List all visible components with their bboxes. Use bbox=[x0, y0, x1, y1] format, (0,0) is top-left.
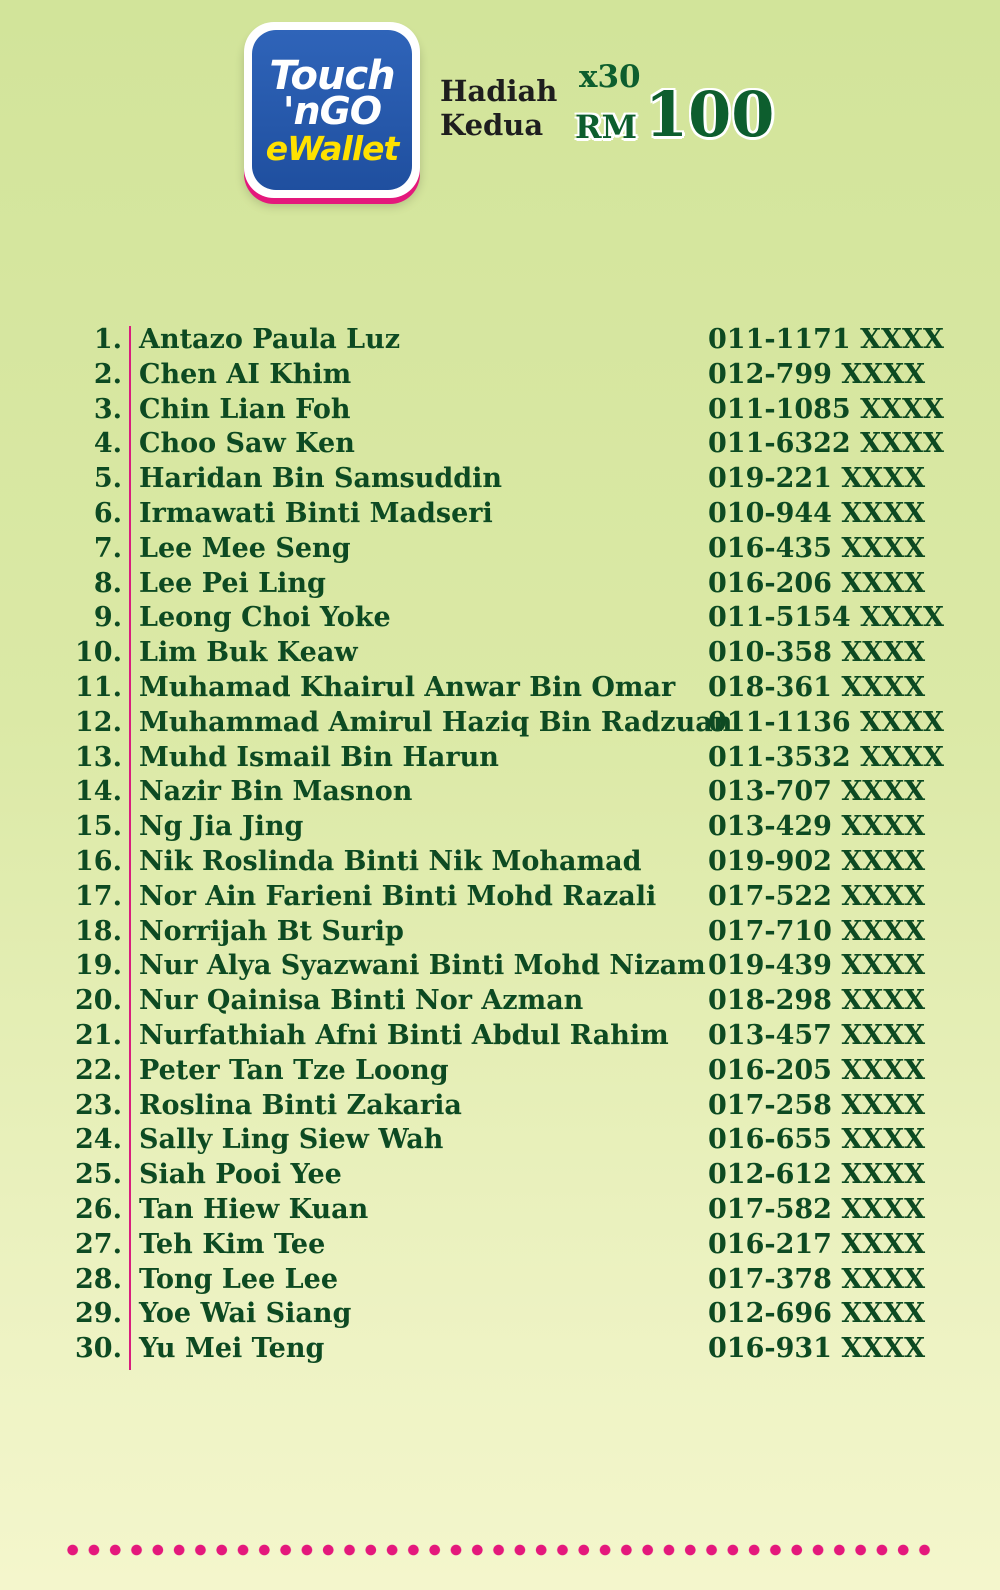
winner-name: Roslina Binti Zakaria bbox=[139, 1089, 462, 1121]
winner-row bbox=[0, 1193, 1000, 1228]
winner-phone: 010-358 XXXX bbox=[708, 637, 926, 669]
winner-number: 23. bbox=[75, 1089, 122, 1121]
dotted-divider bbox=[62, 1544, 936, 1556]
winner-number: 3. bbox=[93, 393, 122, 425]
winner-number: 5. bbox=[93, 463, 122, 495]
winner-row bbox=[0, 1332, 1000, 1367]
winner-number: 8. bbox=[93, 567, 122, 599]
winner-number: 30. bbox=[75, 1333, 122, 1365]
winner-phone: 016-435 XXXX bbox=[708, 532, 926, 564]
winner-number: 12. bbox=[75, 706, 122, 738]
winner-number: 10. bbox=[75, 637, 122, 669]
winner-row bbox=[0, 532, 1000, 567]
prize-title bbox=[440, 74, 557, 142]
winner-number: 13. bbox=[75, 741, 122, 773]
winner-name: Nur Alya Syazwani Binti Mohd Nizam bbox=[139, 950, 706, 982]
winner-phone: 016-217 XXXX bbox=[708, 1228, 926, 1260]
winner-name: Nik Roslinda Binti Nik Mohamad bbox=[139, 845, 642, 877]
winner-number: 4. bbox=[93, 428, 122, 460]
winner-name: Siah Pooi Yee bbox=[139, 1159, 342, 1191]
winner-name: Lim Buk Keaw bbox=[139, 637, 358, 669]
winner-name: Choo Saw Ken bbox=[139, 428, 355, 460]
winner-phone: 016-931 XXXX bbox=[708, 1333, 926, 1365]
winner-name: Yoe Wai Siang bbox=[139, 1298, 352, 1330]
winner-number: 21. bbox=[75, 1019, 122, 1051]
winner-number: 19. bbox=[75, 950, 122, 982]
winner-row bbox=[0, 427, 1000, 462]
winner-name: Muhd Ismail Bin Harun bbox=[139, 741, 499, 773]
winner-phone: 019-439 XXXX bbox=[708, 950, 926, 982]
winner-row bbox=[0, 949, 1000, 984]
winner-number: 17. bbox=[75, 880, 122, 912]
winner-name: Peter Tan Tze Loong bbox=[139, 1054, 449, 1086]
winner-name: Chen AI Khim bbox=[139, 358, 352, 390]
winner-name: Tong Lee Lee bbox=[139, 1263, 338, 1295]
logo-text-touch: Touch bbox=[269, 52, 395, 99]
winner-row bbox=[0, 393, 1000, 428]
prize-amount: 100 bbox=[645, 78, 775, 151]
winner-name: Ng Jia Jing bbox=[139, 811, 304, 843]
winner-name: Teh Kim Tee bbox=[139, 1228, 326, 1260]
winner-name: Muhammad Amirul Haziq Bin Radzuan bbox=[139, 706, 733, 738]
winner-number: 7. bbox=[93, 532, 122, 564]
winner-phone: 016-205 XXXX bbox=[708, 1054, 926, 1086]
winner-name: Chin Lian Foh bbox=[139, 393, 351, 425]
winner-name: Muhamad Khairul Anwar Bin Omar bbox=[139, 671, 676, 703]
winner-number: 29. bbox=[75, 1298, 122, 1330]
winner-phone: 013-457 XXXX bbox=[708, 1019, 926, 1051]
winner-phone: 012-799 XXXX bbox=[708, 358, 926, 390]
winner-number: 11. bbox=[75, 671, 122, 703]
winner-number: 6. bbox=[93, 497, 122, 529]
winner-number: 15. bbox=[75, 811, 122, 843]
winner-number: 18. bbox=[75, 915, 122, 947]
winner-row bbox=[0, 567, 1000, 602]
winner-phone: 017-258 XXXX bbox=[708, 1089, 926, 1121]
winner-phone: 013-707 XXXX bbox=[708, 776, 926, 808]
winner-row bbox=[0, 323, 1000, 358]
winner-number: 28. bbox=[75, 1263, 122, 1295]
winner-row bbox=[0, 601, 1000, 636]
winner-name: Lee Mee Seng bbox=[139, 532, 351, 564]
winner-phone: 016-655 XXXX bbox=[708, 1124, 926, 1156]
winner-number: 14. bbox=[75, 776, 122, 808]
prize-count: x30 bbox=[579, 59, 641, 95]
winner-name: Lee Pei Ling bbox=[139, 567, 326, 599]
winner-row bbox=[0, 1158, 1000, 1193]
winner-row bbox=[0, 358, 1000, 393]
winner-number: 2. bbox=[93, 358, 122, 390]
winner-phone: 018-298 XXXX bbox=[708, 985, 926, 1017]
winner-phone: 017-582 XXXX bbox=[708, 1193, 926, 1225]
prize-title-line1: Hadiah bbox=[440, 74, 558, 108]
winner-row bbox=[0, 1297, 1000, 1332]
winner-row bbox=[0, 741, 1000, 776]
winner-number: 20. bbox=[75, 985, 122, 1017]
winner-name: Antazo Paula Luz bbox=[139, 324, 401, 355]
winner-row bbox=[0, 1089, 1000, 1124]
winner-number: 22. bbox=[75, 1054, 122, 1086]
winner-phone: 011-1171 XXXX bbox=[708, 324, 944, 355]
winner-name: Irmawati Binti Madseri bbox=[139, 497, 493, 529]
winner-phone: 016-206 XXXX bbox=[708, 567, 926, 599]
winner-row bbox=[0, 1123, 1000, 1158]
winner-name: Nur Qainisa Binti Nor Azman bbox=[139, 985, 584, 1017]
logo-text-ewallet: eWallet bbox=[265, 128, 399, 168]
winner-number: 1. bbox=[93, 324, 122, 355]
winner-phone: 018-361 XXXX bbox=[708, 671, 926, 703]
winner-phone: 010-944 XXXX bbox=[708, 497, 926, 529]
winner-name: Nor Ain Farieni Binti Mohd Razali bbox=[139, 880, 657, 912]
winner-row bbox=[0, 1054, 1000, 1089]
winner-name: Norrijah Bt Surip bbox=[139, 915, 404, 947]
winner-name: Yu Mei Teng bbox=[139, 1333, 325, 1365]
prize-currency: RM bbox=[575, 108, 638, 146]
winner-row bbox=[0, 1263, 1000, 1298]
winner-row bbox=[0, 1019, 1000, 1054]
winner-row bbox=[0, 706, 1000, 741]
winner-phone: 017-522 XXXX bbox=[708, 880, 926, 912]
winner-name: Tan Hiew Kuan bbox=[139, 1193, 369, 1225]
winner-number: 27. bbox=[75, 1228, 122, 1260]
winner-row bbox=[0, 462, 1000, 497]
winner-phone: 012-696 XXXX bbox=[708, 1298, 926, 1330]
winner-phone: 019-902 XXXX bbox=[708, 845, 926, 877]
logo-text-ngo: 'nGO bbox=[282, 88, 382, 133]
winner-row bbox=[0, 1228, 1000, 1263]
winner-row bbox=[0, 671, 1000, 706]
winner-phone: 017-710 XXXX bbox=[708, 915, 926, 947]
winner-name: Haridan Bin Samsuddin bbox=[139, 463, 503, 495]
winner-row bbox=[0, 984, 1000, 1019]
winner-row bbox=[0, 845, 1000, 880]
winner-number: 24. bbox=[75, 1124, 122, 1156]
winner-phone: 012-612 XXXX bbox=[708, 1159, 926, 1191]
winner-number: 16. bbox=[75, 845, 122, 877]
winner-row bbox=[0, 810, 1000, 845]
winner-row bbox=[0, 775, 1000, 810]
prize-title-line2: Kedua bbox=[440, 108, 544, 142]
winner-name: Leong Choi Yoke bbox=[139, 602, 391, 634]
winner-phone: 011-1136 XXXX bbox=[708, 706, 944, 738]
winner-phone: 011-6322 XXXX bbox=[708, 428, 944, 460]
winner-row bbox=[0, 497, 1000, 532]
winner-row bbox=[0, 636, 1000, 671]
winner-phone: 013-429 XXXX bbox=[708, 811, 926, 843]
winner-number: 26. bbox=[75, 1193, 122, 1225]
winner-row bbox=[0, 880, 1000, 915]
winner-phone: 011-1085 XXXX bbox=[708, 393, 944, 425]
winner-list bbox=[0, 323, 1000, 1367]
logo-badge bbox=[252, 30, 412, 190]
touch-n-go-ewallet-logo bbox=[244, 22, 420, 198]
winner-name: Sally Ling Siew Wah bbox=[139, 1124, 444, 1156]
winner-row bbox=[0, 915, 1000, 950]
winner-name: Nurfathiah Afni Binti Abdul Rahim bbox=[139, 1019, 669, 1051]
winner-phone: 011-5154 XXXX bbox=[708, 602, 944, 634]
winner-number: 9. bbox=[93, 602, 122, 634]
winner-phone: 011-3532 XXXX bbox=[708, 741, 944, 773]
winner-number: 25. bbox=[75, 1159, 122, 1191]
winner-phone: 017-378 XXXX bbox=[708, 1263, 926, 1295]
winner-phone: 019-221 XXXX bbox=[708, 463, 926, 495]
winner-name: Nazir Bin Masnon bbox=[139, 776, 413, 808]
